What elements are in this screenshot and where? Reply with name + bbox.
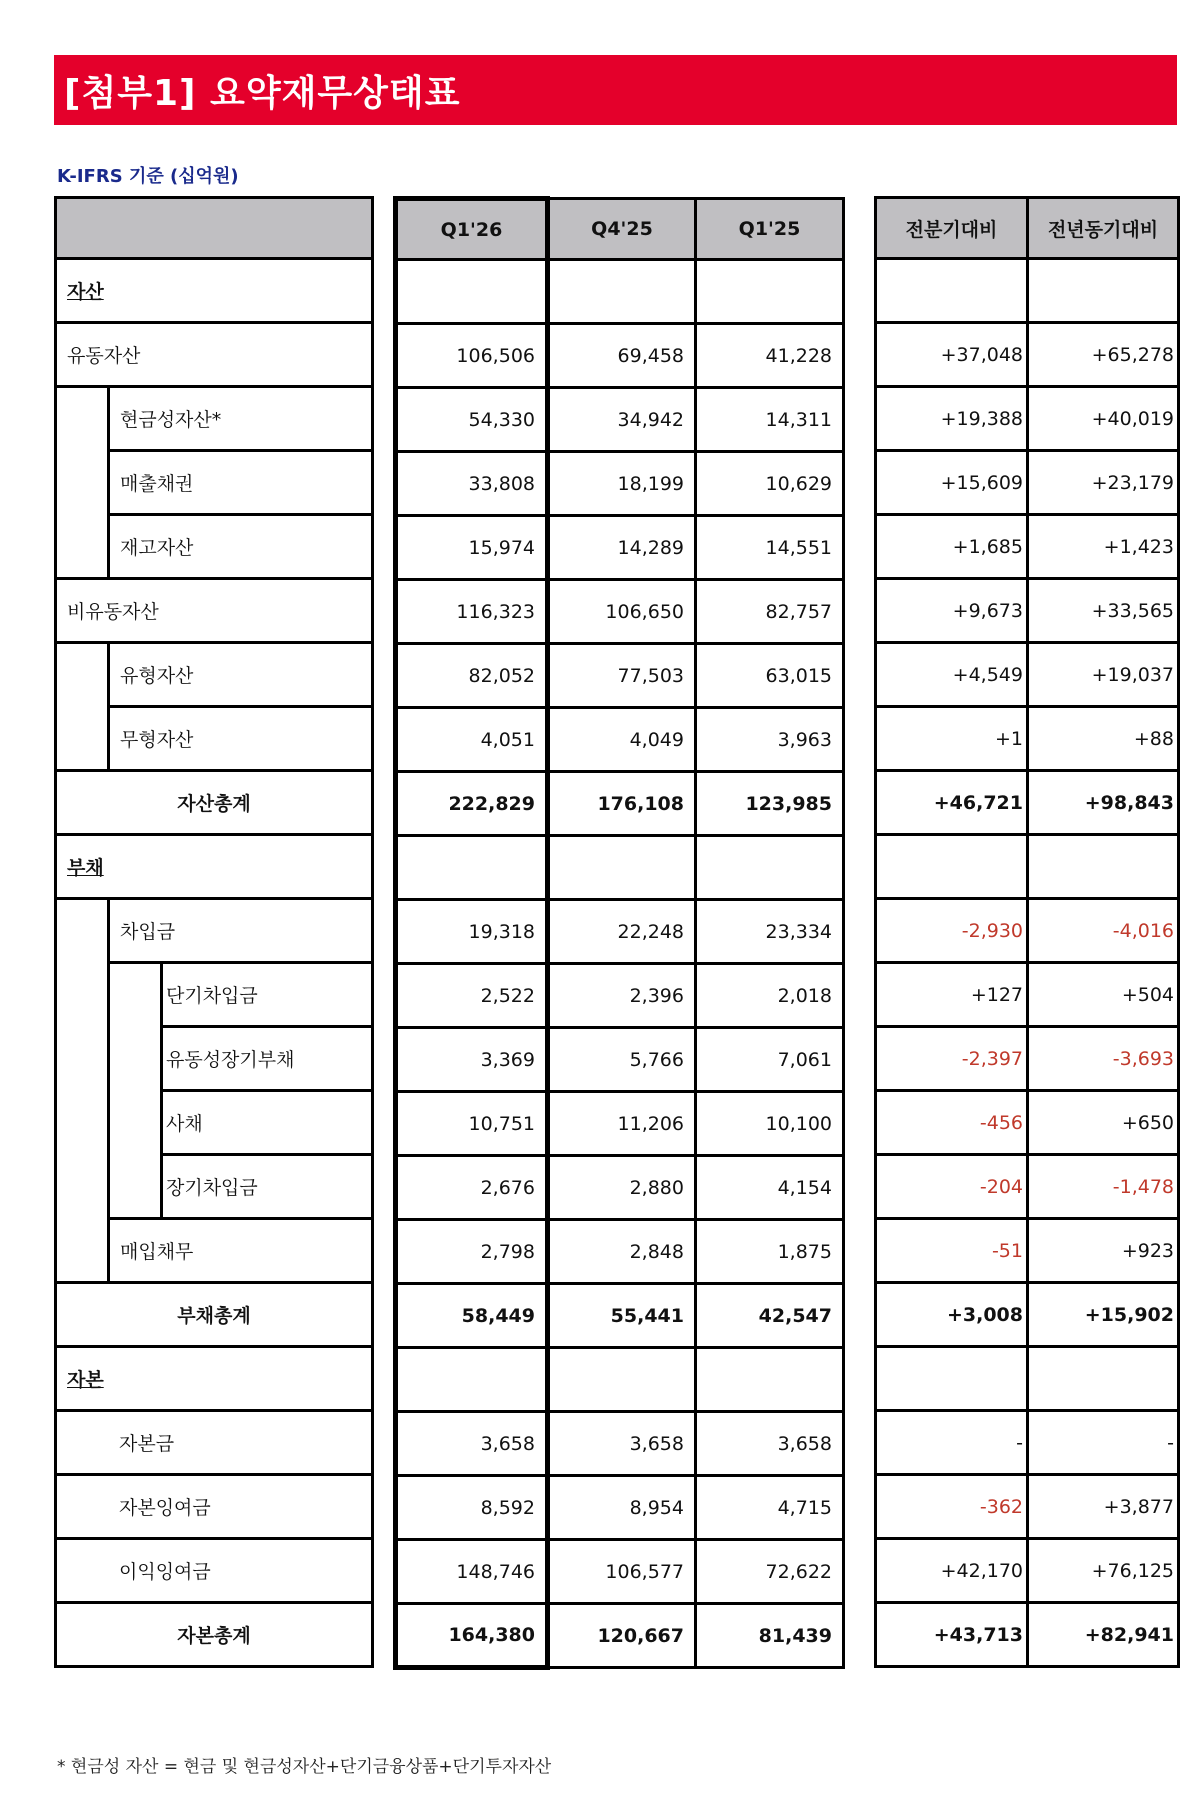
value-cell: 2,396 <box>548 964 696 1028</box>
change-cell: - <box>1028 1411 1179 1475</box>
table-row <box>876 515 1179 579</box>
title-banner <box>54 55 1177 125</box>
change-cell: -3,693 <box>1028 1027 1179 1091</box>
change-cell: +19,388 <box>876 387 1028 451</box>
change-cell: -2,397 <box>876 1027 1028 1091</box>
row-label: 매입채무 <box>109 1219 373 1283</box>
table-row <box>876 579 1179 643</box>
value-cell: 164,380 <box>396 1604 548 1668</box>
change-cell: +76,125 <box>1028 1539 1179 1603</box>
table-row <box>876 387 1179 451</box>
value-cell: 106,577 <box>548 1540 696 1604</box>
table-row <box>396 900 844 964</box>
value-cell: 54,330 <box>396 388 548 452</box>
value-cell: 11,206 <box>548 1092 696 1156</box>
section-equity: 자본 <box>56 1347 373 1411</box>
table-row <box>396 1540 844 1604</box>
table-row <box>396 1348 844 1412</box>
table-row <box>396 772 844 836</box>
table-row <box>396 1604 844 1668</box>
value-cell: 2,522 <box>396 964 548 1028</box>
value-cell: 4,715 <box>696 1476 844 1540</box>
change-cell: +650 <box>1028 1091 1179 1155</box>
value-cell <box>548 836 696 900</box>
table-row <box>876 899 1179 963</box>
value-cell: 116,323 <box>396 580 548 644</box>
section-assets: 자산 <box>56 259 373 323</box>
row-label: 차입금 <box>109 899 373 963</box>
table-row <box>876 1155 1179 1219</box>
total-liabilities-label: 부채총계 <box>56 1283 373 1347</box>
column-header-q4-25: Q4'25 <box>548 199 696 260</box>
value-cell: 42,547 <box>696 1284 844 1348</box>
value-cell: 4,154 <box>696 1156 844 1220</box>
value-cell: 123,985 <box>696 772 844 836</box>
row-label: 유형자산 <box>109 643 373 707</box>
change-cell <box>876 259 1028 323</box>
change-cell: +4,549 <box>876 643 1028 707</box>
table-row <box>876 1603 1179 1667</box>
value-cell: 4,049 <box>548 708 696 772</box>
table-row <box>396 1220 844 1284</box>
value-cell: 106,650 <box>548 580 696 644</box>
table-row <box>396 1476 844 1540</box>
row-label: 단기차입금 <box>162 963 373 1027</box>
unit-subtitle: K-IFRS 기준 (십억원) <box>57 166 239 187</box>
total-assets-label: 자산총계 <box>56 771 373 835</box>
row-label: 유동자산 <box>56 323 373 387</box>
row-label: 매출채권 <box>109 451 373 515</box>
table-row <box>396 388 844 452</box>
table-row <box>396 260 844 324</box>
value-cell: 10,100 <box>696 1092 844 1156</box>
table-row <box>876 451 1179 515</box>
value-cell <box>396 1348 548 1412</box>
table-row <box>396 1028 844 1092</box>
value-cell: 10,751 <box>396 1092 548 1156</box>
value-cell: 176,108 <box>548 772 696 836</box>
change-cell: -204 <box>876 1155 1028 1219</box>
change-cell: - <box>876 1411 1028 1475</box>
row-label: 재고자산 <box>109 515 373 579</box>
value-cell: 15,974 <box>396 516 548 580</box>
change-cell: +1 <box>876 707 1028 771</box>
value-cell: 14,311 <box>696 388 844 452</box>
table-row <box>876 1347 1179 1411</box>
value-cell: 81,439 <box>696 1604 844 1668</box>
total-equity-label: 자본총계 <box>56 1603 373 1667</box>
row-label: 이익잉여금 <box>56 1539 373 1603</box>
value-cell <box>696 836 844 900</box>
change-cell: -2,930 <box>876 899 1028 963</box>
change-cell: +88 <box>1028 707 1179 771</box>
table-row <box>396 1412 844 1476</box>
change-cell: +3,008 <box>876 1283 1028 1347</box>
value-cell: 2,798 <box>396 1220 548 1284</box>
value-cell: 58,449 <box>396 1284 548 1348</box>
change-cell: +46,721 <box>876 771 1028 835</box>
row-label: 장기차입금 <box>162 1155 373 1219</box>
change-cell: +42,170 <box>876 1539 1028 1603</box>
table-row <box>396 1092 844 1156</box>
change-cell: +1,423 <box>1028 515 1179 579</box>
value-cell <box>396 836 548 900</box>
table-row <box>396 516 844 580</box>
period-values-table <box>393 196 845 1670</box>
table-row <box>396 644 844 708</box>
section-liabilities: 부채 <box>56 835 373 899</box>
value-cell: 34,942 <box>548 388 696 452</box>
table-row <box>396 324 844 388</box>
change-cell: -4,016 <box>1028 899 1179 963</box>
table-row <box>396 708 844 772</box>
change-cell: +127 <box>876 963 1028 1027</box>
table-row <box>876 1091 1179 1155</box>
value-cell: 82,052 <box>396 644 548 708</box>
value-cell: 82,757 <box>696 580 844 644</box>
column-header-q1-26: Q1'26 <box>396 199 548 260</box>
column-header-yoy: 전년동기대비 <box>1028 198 1179 259</box>
value-cell: 3,963 <box>696 708 844 772</box>
change-cell: -456 <box>876 1091 1028 1155</box>
value-cell <box>548 260 696 324</box>
row-label: 자본금 <box>56 1411 373 1475</box>
value-cell: 2,018 <box>696 964 844 1028</box>
row-labels-table <box>54 196 374 1668</box>
change-cell: -362 <box>876 1475 1028 1539</box>
value-cell: 23,334 <box>696 900 844 964</box>
value-cell: 3,658 <box>396 1412 548 1476</box>
table-row <box>876 835 1179 899</box>
table-row <box>876 259 1179 323</box>
value-cell <box>548 1348 696 1412</box>
change-cell: -1,478 <box>1028 1155 1179 1219</box>
change-cell: +3,877 <box>1028 1475 1179 1539</box>
change-cell: +98,843 <box>1028 771 1179 835</box>
value-cell: 14,289 <box>548 516 696 580</box>
value-cell: 10,629 <box>696 452 844 516</box>
value-cell: 106,506 <box>396 324 548 388</box>
table-row <box>396 964 844 1028</box>
value-cell <box>696 260 844 324</box>
labels-header <box>56 198 373 259</box>
change-cell: +33,565 <box>1028 579 1179 643</box>
value-cell: 2,880 <box>548 1156 696 1220</box>
value-cell: 63,015 <box>696 644 844 708</box>
table-row <box>876 1027 1179 1091</box>
change-cell <box>876 1347 1028 1411</box>
row-label: 비유동자산 <box>56 579 373 643</box>
value-cell: 3,369 <box>396 1028 548 1092</box>
page-title: [첨부1] 요약재무상태표 <box>64 72 461 114</box>
row-label: 유동성장기부채 <box>162 1027 373 1091</box>
table-row <box>876 1283 1179 1347</box>
table-row <box>396 580 844 644</box>
table-row <box>396 836 844 900</box>
column-header-q1-25: Q1'25 <box>696 199 844 260</box>
change-cell: +9,673 <box>876 579 1028 643</box>
row-label: 사채 <box>162 1091 373 1155</box>
value-cell: 3,658 <box>548 1412 696 1476</box>
change-cell <box>1028 835 1179 899</box>
change-cell: +15,902 <box>1028 1283 1179 1347</box>
value-cell: 120,667 <box>548 1604 696 1668</box>
table-row <box>876 707 1179 771</box>
value-cell: 14,551 <box>696 516 844 580</box>
value-cell: 77,503 <box>548 644 696 708</box>
value-cell <box>696 1348 844 1412</box>
table-row <box>396 1284 844 1348</box>
value-cell: 222,829 <box>396 772 548 836</box>
value-cell: 55,441 <box>548 1284 696 1348</box>
value-cell: 3,658 <box>696 1412 844 1476</box>
table-row <box>876 963 1179 1027</box>
change-cell: +37,048 <box>876 323 1028 387</box>
change-cell: +65,278 <box>1028 323 1179 387</box>
row-label: 무형자산 <box>109 707 373 771</box>
change-cell: +19,037 <box>1028 643 1179 707</box>
change-cell: +40,019 <box>1028 387 1179 451</box>
value-cell: 19,318 <box>396 900 548 964</box>
column-header-qoq: 전분기대비 <box>876 198 1028 259</box>
change-cell: -51 <box>876 1219 1028 1283</box>
change-cell <box>1028 1347 1179 1411</box>
value-cell: 2,676 <box>396 1156 548 1220</box>
table-row <box>876 771 1179 835</box>
table-row <box>876 1411 1179 1475</box>
row-label: 현금성자산* <box>109 387 373 451</box>
table-row <box>876 1539 1179 1603</box>
value-cell: 1,875 <box>696 1220 844 1284</box>
table-row <box>876 643 1179 707</box>
table-row <box>876 323 1179 387</box>
footnote: * 현금성 자산 = 현금 및 현금성자산+단기금융상품+단기투자자산 <box>57 1757 552 1777</box>
value-cell: 148,746 <box>396 1540 548 1604</box>
change-cell: +923 <box>1028 1219 1179 1283</box>
change-cell <box>1028 259 1179 323</box>
value-cell: 33,808 <box>396 452 548 516</box>
change-cell: +23,179 <box>1028 451 1179 515</box>
value-cell: 18,199 <box>548 452 696 516</box>
value-cell: 69,458 <box>548 324 696 388</box>
row-label: 자본잉여금 <box>56 1475 373 1539</box>
value-cell: 4,051 <box>396 708 548 772</box>
change-cell: +1,685 <box>876 515 1028 579</box>
change-cell: +43,713 <box>876 1603 1028 1667</box>
table-row <box>876 1219 1179 1283</box>
value-cell: 8,592 <box>396 1476 548 1540</box>
table-row <box>876 1475 1179 1539</box>
value-cell: 5,766 <box>548 1028 696 1092</box>
value-cell: 22,248 <box>548 900 696 964</box>
value-cell: 7,061 <box>696 1028 844 1092</box>
change-cell <box>876 835 1028 899</box>
value-cell: 41,228 <box>696 324 844 388</box>
value-cell <box>396 260 548 324</box>
value-cell: 2,848 <box>548 1220 696 1284</box>
change-cell: +82,941 <box>1028 1603 1179 1667</box>
table-row <box>396 1156 844 1220</box>
changes-table <box>874 196 1180 1668</box>
change-cell: +504 <box>1028 963 1179 1027</box>
change-cell: +15,609 <box>876 451 1028 515</box>
table-row <box>396 452 844 516</box>
value-cell: 8,954 <box>548 1476 696 1540</box>
value-cell: 72,622 <box>696 1540 844 1604</box>
